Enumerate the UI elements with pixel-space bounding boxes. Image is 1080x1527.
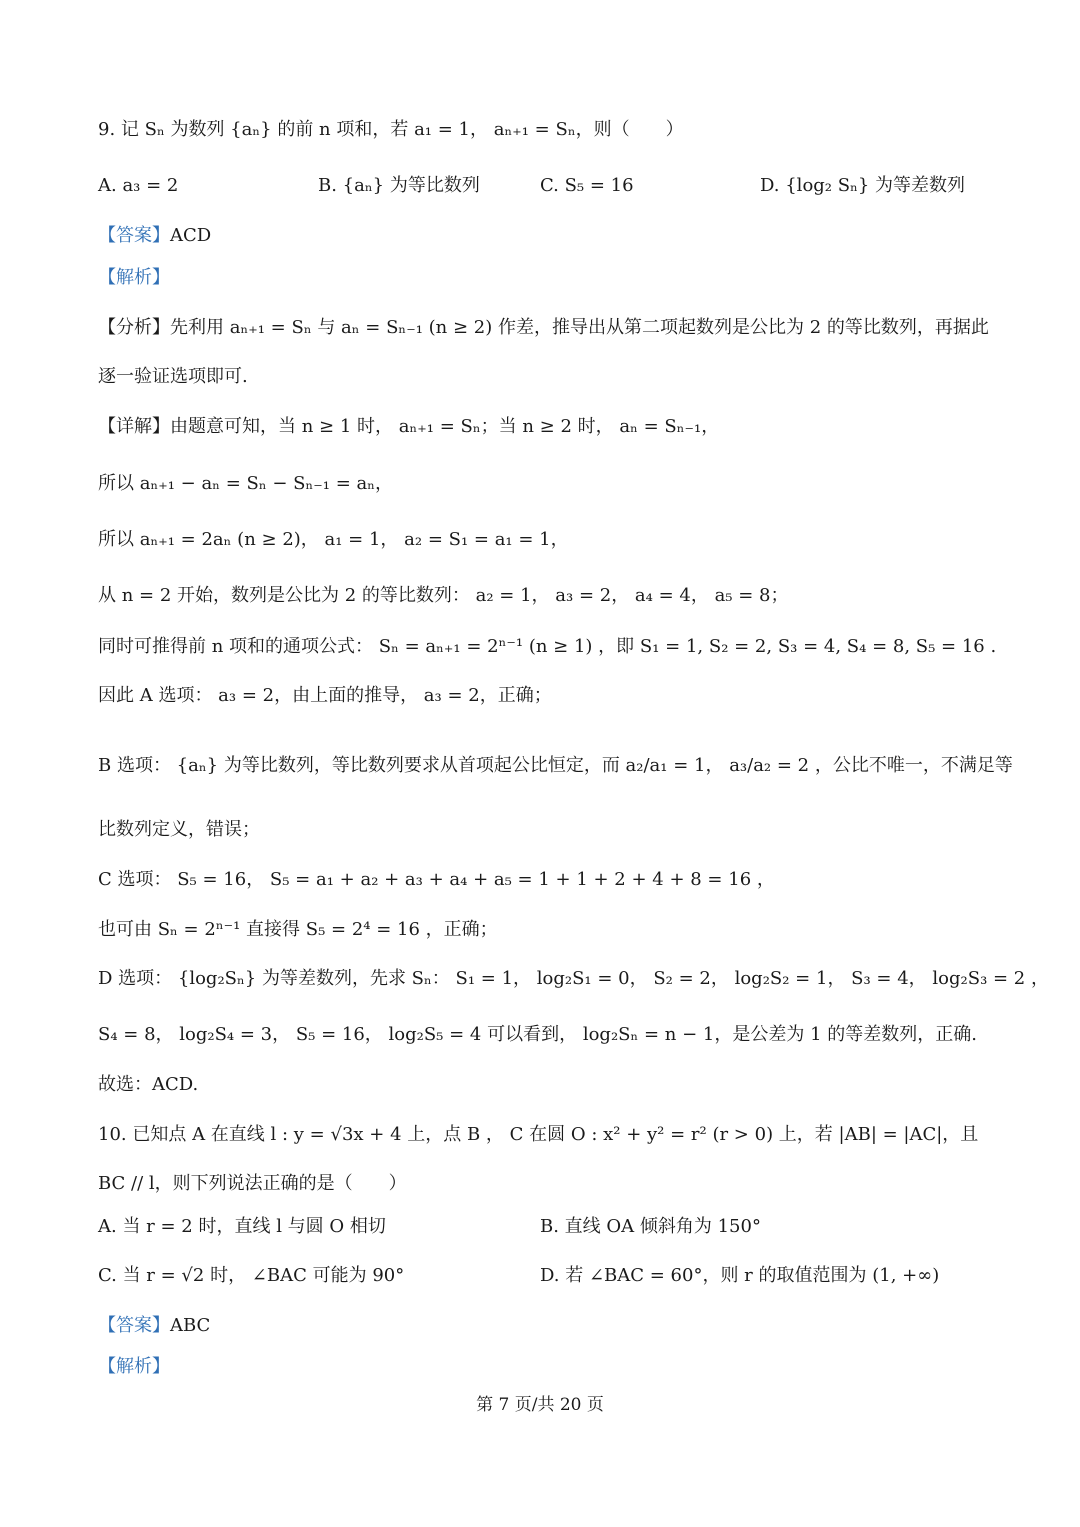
q9-line: 也可由 Sₙ = 2ⁿ⁻¹ 直接得 S₅ = 2⁴ = 16 ，正确；: [98, 919, 498, 940]
q10-stem: 10. 已知点 A 在直线 l : y = √3x + 4 上，点 B ， C 在圆 O : x² + y² = r² (r > 0) 上，若 |AB| = |AC|，且: [98, 1124, 979, 1145]
q9-line: 所以 aₙ₊₁ = 2aₙ (n ≥ 2)， a₁ = 1， a₂ = S₁ = a₁ = 1，: [98, 529, 569, 550]
q10-option-a: A. 当 r = 2 时，直线 l 与圆 O 相切: [98, 1216, 386, 1237]
q9-line: D 选项： {log₂Sₙ} 为等差数列，先求 Sₙ： S₁ = 1， log₂S₁ = 0， S₂ = 2， log₂S₂ = 1， S₃ = 4， log₂S₃ = 2 ，: [98, 968, 1049, 989]
q9-option-b: B. {aₙ} 为等比数列: [318, 175, 480, 196]
q9-analysis-heading: [98, 263, 990, 293]
q9-fenxi: [98, 313, 990, 343]
q9-option-a: A. a₃ = 2: [98, 175, 179, 196]
q9-line: 从 n = 2 开始，数列是公比为 2 的等比数列： a₂ = 1， a₃ = 2， a₄ = 4， a₅ = 8；: [98, 585, 789, 606]
fenxi-text: 先利用 aₙ₊₁ = Sₙ 与 aₙ = Sₙ₋₁ (n ≥ 2) 作差，推导出从第二项起数列是公比为 2 的等比数列，再据此: [170, 317, 989, 338]
q9-answer: [98, 221, 990, 251]
page-footer: 第 7 页/共 20 页: [476, 1395, 604, 1415]
q9-option-c: C. S₅ = 16: [540, 175, 634, 196]
answer-tag: 【答案】: [98, 1315, 170, 1336]
q9-fenxi-cont: 逐一验证选项即可.: [98, 366, 248, 387]
q9-line: 所以 aₙ₊₁ − aₙ = Sₙ − Sₙ₋₁ = aₙ，: [98, 473, 394, 494]
q10-option-c: C. 当 r = √2 时， ∠BAC 可能为 90°: [98, 1265, 405, 1286]
q10-option-d: D. 若 ∠BAC = 60°，则 r 的取值范围为 (1, +∞): [540, 1265, 940, 1286]
analysis-tag: 【解析】: [98, 267, 170, 288]
q10-option-b: B. 直线 OA 倾斜角为 150°: [540, 1216, 761, 1237]
q10-analysis-heading: [98, 1352, 990, 1382]
detail-tag: 【详解】: [98, 416, 170, 437]
q9-line: 因此 A 选项： a₃ = 2，由上面的推导， a₃ = 2，正确；: [98, 685, 552, 706]
q9-line: B 选项： {aₙ} 为等比数列，等比数列要求从首项起公比恒定，而 a₂/a₁ = 1， a₃/a₂ = 2 ，公比不唯一，不满足等: [98, 755, 1013, 776]
q9-option-d: D. {log₂ Sₙ} 为等差数列: [760, 175, 966, 196]
q9-detail: [98, 412, 990, 442]
q9-line: 故选：ACD.: [98, 1074, 199, 1095]
fenxi-tag: 【分析】: [98, 317, 170, 338]
q9-stem: 9. 记 Sₙ 为数列 {aₙ} 的前 n 项和，若 a₁ = 1， aₙ₊₁ = Sₙ，则（ ）: [98, 119, 684, 140]
answer-tag: 【答案】: [98, 225, 170, 246]
answer-value: ABC: [170, 1315, 211, 1336]
q10-stem-cont: BC // l，则下列说法正确的是（ ）: [98, 1173, 407, 1194]
q9-line: 比数列定义，错误；: [98, 819, 260, 840]
q9-line: C 选项： S₅ = 16， S₅ = a₁ + a₂ + a₃ + a₄ + a₅ = 1 + 1 + 2 + 4 + 8 = 16 ，: [98, 869, 775, 890]
answer-value: ACD: [170, 225, 212, 246]
q10-answer: [98, 1311, 990, 1341]
q9-line: S₄ = 8， log₂S₄ = 3， S₅ = 16， log₂S₅ = 4 可以看到， log₂Sₙ = n − 1，是公差为 1 的等差数列，正确.: [98, 1024, 977, 1045]
analysis-tag: 【解析】: [98, 1356, 170, 1377]
q9-line: 同时可推得前 n 项和的通项公式： Sₙ = aₙ₊₁ = 2ⁿ⁻¹ (n ≥ 1) ，即 S₁ = 1, S₂ = 2, S₃ = 4, S₄ = 8, S₅ = 16 .: [98, 636, 997, 657]
detail-text: 由题意可知，当 n ≥ 1 时， aₙ₊₁ = Sₙ；当 n ≥ 2 时， aₙ = Sₙ₋₁，: [170, 416, 720, 437]
